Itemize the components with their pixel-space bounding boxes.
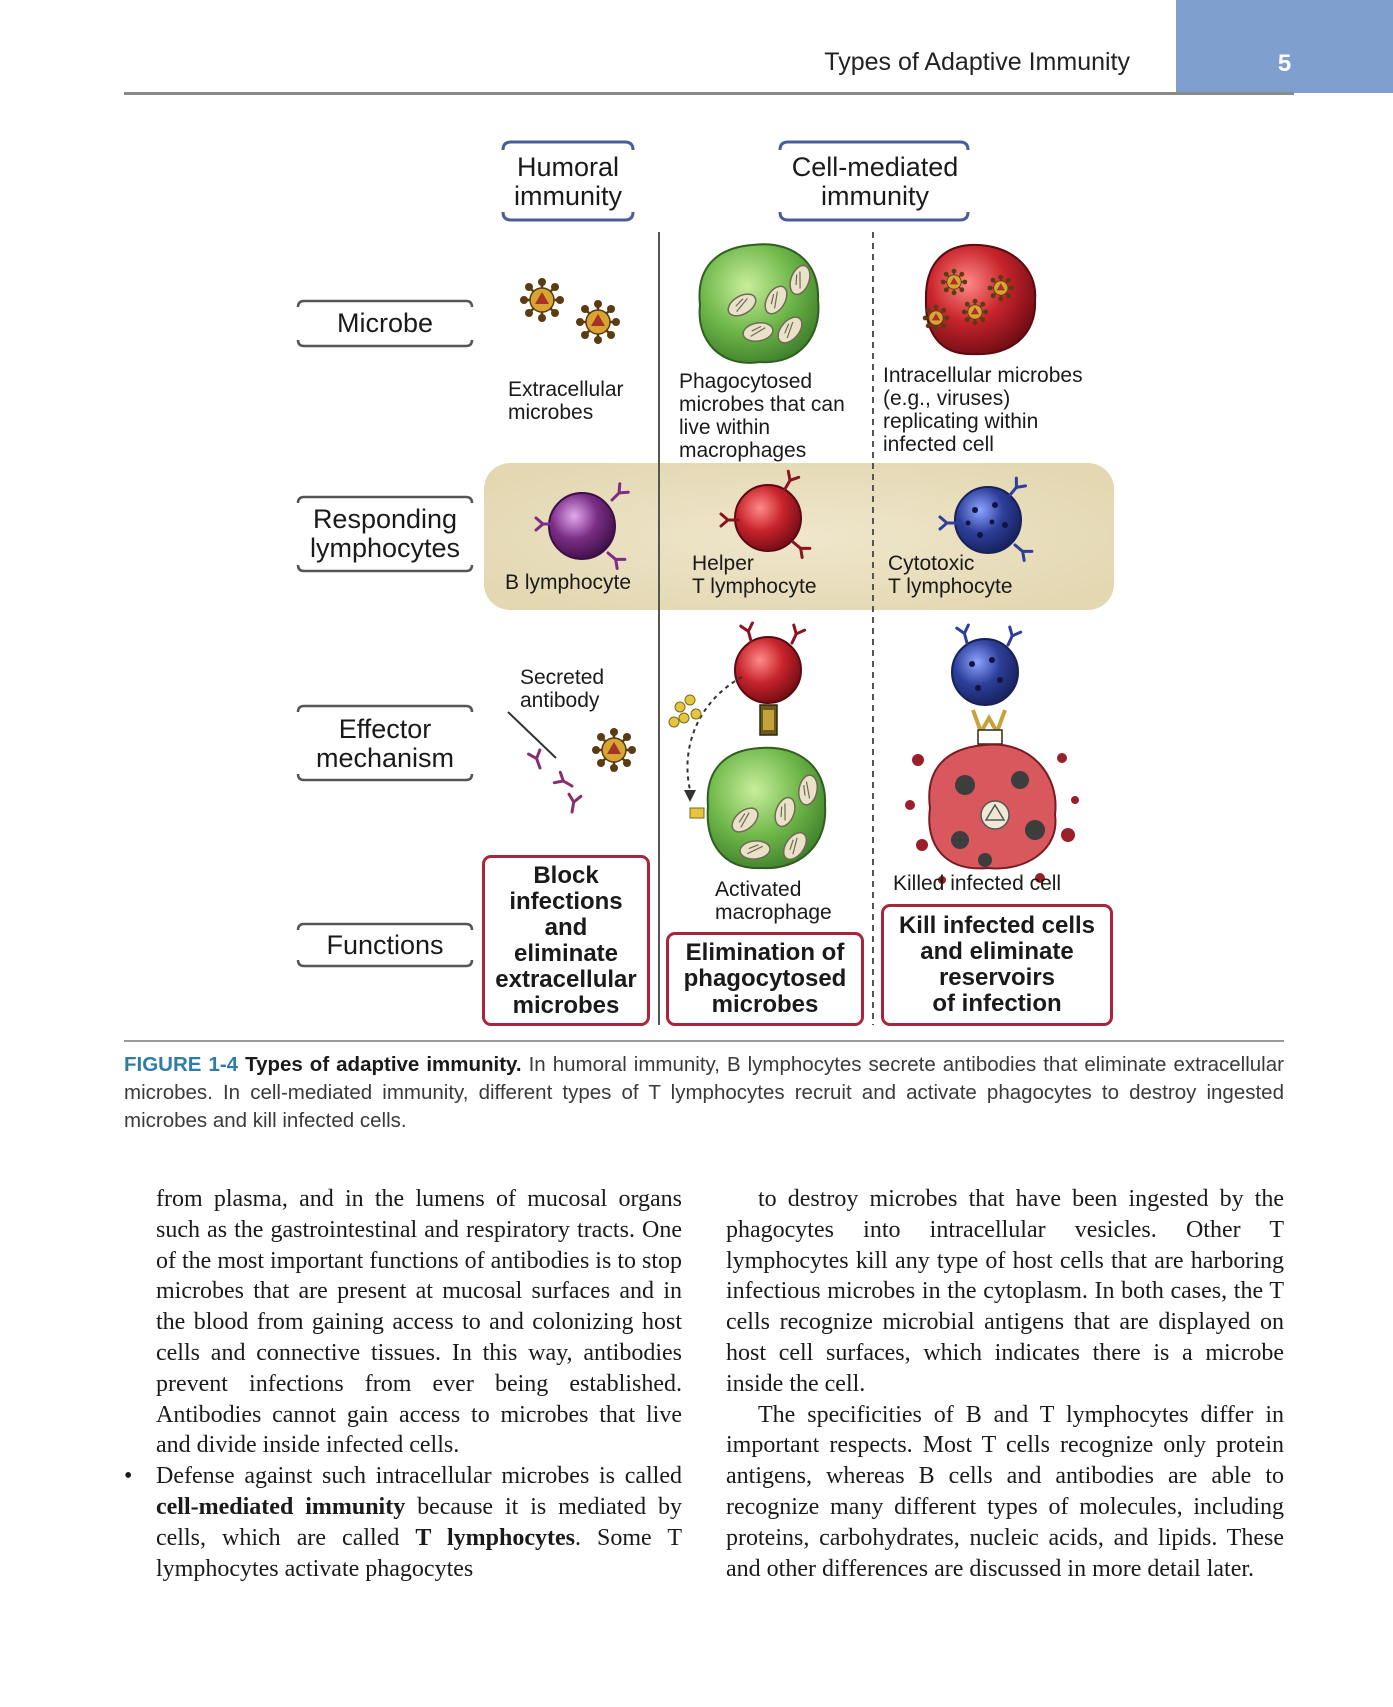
activated-macrophage-cell [690,748,825,868]
infected-cell [923,245,1035,354]
secreted-antibodies [529,750,581,813]
function-box-humoral: Block infections and eliminate extracellular microbes [482,855,650,1026]
label-secreted-antibody: Secreted antibody [520,666,605,712]
term-t-lymphocytes: T lymphocytes [415,1524,575,1551]
row-label-responding: Responding lymphocytes [309,504,461,563]
page-number: 5 [1277,50,1292,77]
label-helper-t: Helper T lymphocyte [692,552,817,598]
antibody-bound-virus [592,728,636,772]
label-b-lymphocyte: B lymphocyte [505,571,632,594]
body-column-left [124,1184,682,1584]
extracellular-virus [520,278,564,322]
pointer-line [508,712,556,758]
row-label-microbe: Microbe [336,308,434,338]
killed-infected-cell [905,745,1079,884]
paragraph: The specificities of B and T lymphocytes differ in important respects. Most T cells recognize only protein antigens, whereas B cells and antibodies are able to recognize many different types of molecules, including proteins, carbohydrates, nucleic acids, and lipids. These and other differences are discussed in more detail later. [726,1401,1284,1582]
figure-caption [124,1051,1284,1135]
bullet-paragraph: • Defense against such intracellular microbes is called cell-mediated immunity because it is mediated by cells, which are called T lymphocytes. Some T lymphocytes activate phagocytes [124,1463,682,1582]
paragraph: from plasma, and in the lumens of mucosal organs such as the gastrointestinal and respiratory tracts. One of the most important functions of antibodies is to stop microbes that are present at mucosal surfaces and in the blood from gaining access to and colonizing host cells and connective tissues. In this way, antibodies prevent infections from ever being established. Antibodies cannot gain access to microbes that live and divide inside infected cells. [156,1186,682,1459]
label-intracellular-microbes: Intracellular microbes (e.g., viruses) replicating within infected cell [883,364,1083,456]
header-humoral: Humoral immunity [513,152,622,211]
running-title: Types of Adaptive Immunity [824,48,1130,76]
term-cell-mediated: cell-mediated immunity [156,1493,406,1520]
cytokines [669,695,701,727]
label-extracellular-microbes: Extracellular microbes [508,378,624,424]
paragraph: to destroy microbes that have been ingested by the phagocytes into intracellular vesicles. Other T lymphocytes kill any type of host cells that are harboring infectious microbes in the cytoplasm. In both cases, the T cells recognize microbial antigens that are displayed on host cell surfaces, which indicates there is a microbe inside the cell. [726,1186,1284,1397]
label-killed-infected-cell: Killed infected cell [893,872,1062,895]
function-box-helper: Elimination of phagocytosed microbes [666,932,864,1026]
function-box-cytotoxic: Kill infected cells and eliminate reservoirs of infection [881,904,1113,1026]
row-label-effector: Effector mechanism [315,714,455,773]
caption-text: In humoral immunity, B lymphocytes secrete antibodies that eliminate extracellular microbes. In cell-mediated immunity, different types of T lymphocytes recruit and activate phagocytes to destroy ingested microbes and kill infected cells. [124,1053,1284,1132]
helper-t-effector [735,623,805,735]
label-cytotoxic-t: Cytotoxic T lymphocyte [888,552,1013,598]
figure-rule [124,1040,1284,1042]
body-column-right [726,1184,1284,1584]
label-activated-macrophage: Activated macrophage [715,878,832,924]
caption-title: Types of adaptive immunity. [245,1053,522,1076]
macrophage-with-microbes [699,244,818,363]
caption-label: FIGURE 1-4 [124,1053,239,1076]
label-phagocytosed-microbes: Phagocytosed microbes that can live within macrophages [679,370,845,462]
row-brackets [298,301,472,966]
cytotoxic-t-effector [952,625,1021,744]
row-label-functions: Functions [326,930,444,960]
header-cell-mediated: Cell-mediated immunity [791,152,959,211]
bullet-glyph: • [124,1463,133,1490]
extracellular-virus [576,300,620,344]
